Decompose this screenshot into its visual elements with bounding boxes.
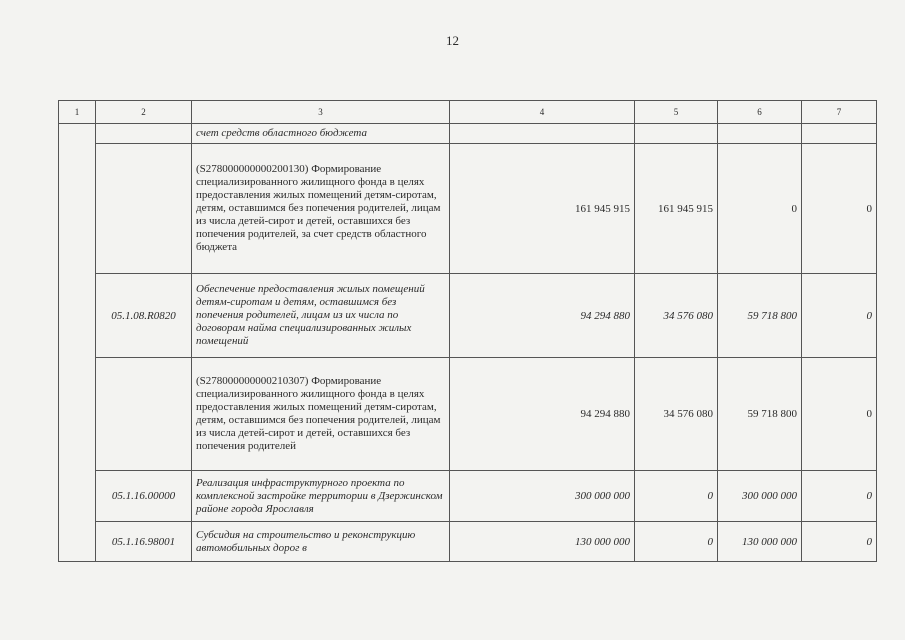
code-cell: 05.1.08.R0820 xyxy=(96,274,192,358)
value-cell: 0 xyxy=(802,144,877,274)
value-cell: 34 576 080 xyxy=(635,274,718,358)
table-row xyxy=(59,522,877,562)
table-row xyxy=(59,358,877,471)
value-cell: 94 294 880 xyxy=(450,358,635,471)
value-cell: 94 294 880 xyxy=(450,274,635,358)
value-cell: 59 718 800 xyxy=(718,358,802,471)
value-cell: 130 000 000 xyxy=(718,522,802,562)
code-cell xyxy=(96,144,192,274)
value-cell: 59 718 800 xyxy=(718,274,802,358)
header-row xyxy=(59,101,877,124)
header-cell: 2 xyxy=(96,101,192,124)
name-cell: Обеспечение предоставления жилых помещений детям-сиротам и детям, оставшимся без попечения родителей, лицам из их числа по договорам найма специализированных жилых помещений xyxy=(192,274,450,358)
value-cell: 300 000 000 xyxy=(718,471,802,522)
code-cell: 05.1.16.98001 xyxy=(96,522,192,562)
name-cell: (S278000000000200130) Формирование специализированного жилищного фонда в целях предоставления жилых помещений детям-сиротам, детям, оставшимся без попечения родителей, лицам из числа детей-сирот и детей, оставшихся без попечения родителей, за счет средств областного бюджета xyxy=(192,144,450,274)
code-cell: 05.1.16.00000 xyxy=(96,471,192,522)
value-cell: 300 000 000 xyxy=(450,471,635,522)
value-cell xyxy=(718,124,802,144)
value-cell: 130 000 000 xyxy=(450,522,635,562)
value-cell xyxy=(802,124,877,144)
table-row xyxy=(59,274,877,358)
name-cell: счет средств областного бюджета xyxy=(192,124,450,144)
code-cell xyxy=(96,358,192,471)
table-row xyxy=(59,124,877,144)
table-row xyxy=(59,144,877,274)
value-cell: 0 xyxy=(802,358,877,471)
page-number: 12 xyxy=(446,33,459,48)
value-cell: 0 xyxy=(802,522,877,562)
budget-table xyxy=(58,100,877,562)
value-cell: 161 945 915 xyxy=(635,144,718,274)
value-cell: 161 945 915 xyxy=(450,144,635,274)
header-cell: 4 xyxy=(450,101,635,124)
value-cell: 0 xyxy=(802,471,877,522)
value-cell: 0 xyxy=(802,274,877,358)
code-cell xyxy=(96,124,192,144)
header-cell: 7 xyxy=(802,101,877,124)
col1-merged-cell xyxy=(59,124,96,562)
value-cell xyxy=(635,124,718,144)
name-cell: (S278000000000210307) Формирование специализированного жилищного фонда в целях предоставления жилых помещений детям-сиротам, детям, оставшимся без попечения родителей, лицам из числа детей-сирот и детей, оставшихся без попечения родителей xyxy=(192,358,450,471)
value-cell: 0 xyxy=(635,522,718,562)
name-cell: Субсидия на строительство и реконструкцию автомобильных дорог в xyxy=(192,522,450,562)
header-cell: 5 xyxy=(635,101,718,124)
header-cell: 6 xyxy=(718,101,802,124)
name-cell: Реализация инфраструктурного проекта по комплексной застройке территории в Дзержинском районе города Ярославля xyxy=(192,471,450,522)
header-cell: 1 xyxy=(59,101,96,124)
value-cell: 0 xyxy=(635,471,718,522)
value-cell: 34 576 080 xyxy=(635,358,718,471)
header-cell: 3 xyxy=(192,101,450,124)
value-cell: 0 xyxy=(718,144,802,274)
table-row xyxy=(59,471,877,522)
value-cell xyxy=(450,124,635,144)
